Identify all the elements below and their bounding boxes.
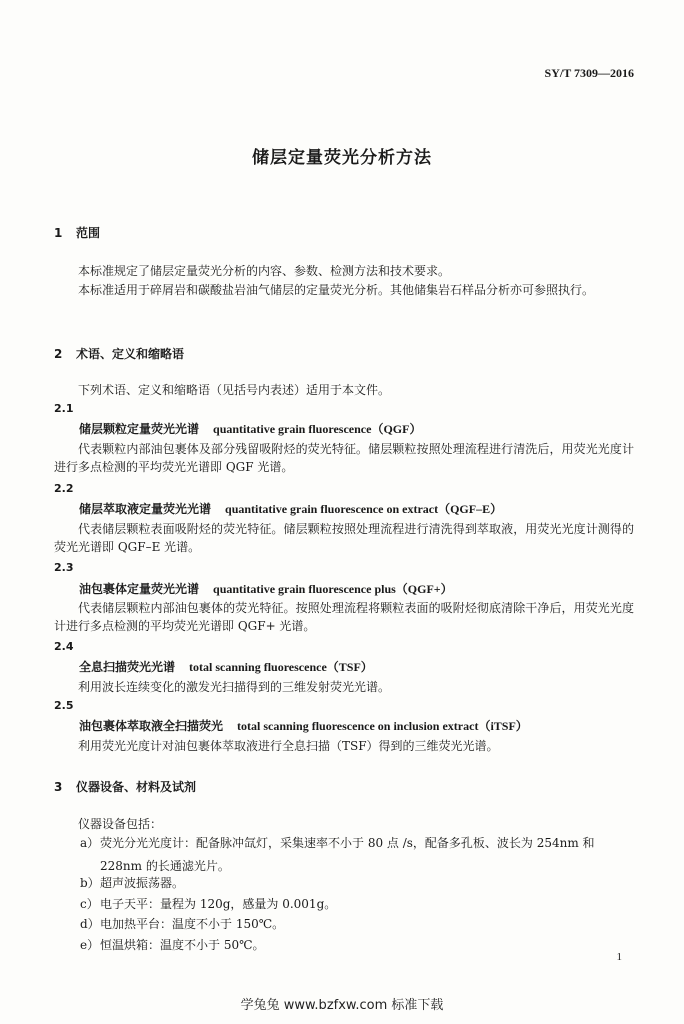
- clause-number: 2.1: [54, 402, 74, 415]
- term-definition: 利用波长连续变化的激发光扫描得到的三维发射荧光光谱。: [78, 680, 391, 694]
- clause-number: 2.5: [54, 699, 74, 712]
- section-number: 3: [54, 780, 63, 794]
- footer-watermark: 学兔兔 www.bzfxw.com 标准下载: [240, 998, 444, 1013]
- list-item: [80, 934, 634, 956]
- list-item: [80, 872, 634, 894]
- clause-number: 2.2: [54, 482, 74, 495]
- term-zh: 油包裹体定量荧光光谱: [79, 582, 200, 596]
- term-heading: [79, 658, 373, 675]
- section-title: 仪器设备、材料及试剂: [76, 780, 197, 794]
- list-text: 电加热平台：温度不小于 150℃。: [100, 917, 285, 931]
- list-marker: b）: [80, 876, 100, 890]
- term-en: total scanning fluorescence on inclusion extract（iTSF）: [237, 719, 528, 733]
- section-number: 1: [54, 226, 63, 240]
- section-2-heading: [54, 345, 184, 362]
- section-title: 范围: [76, 226, 101, 240]
- section-3-heading: [54, 778, 196, 795]
- list-item: [80, 832, 634, 854]
- list-item: [80, 893, 634, 915]
- equipment-intro: 仪器设备包括：: [78, 817, 163, 831]
- scope-paragraph-2: 本标准适用于碎屑岩和碳酸盐岩油气储层的定量荧光分析。其他储集岩石样品分析亦可参照执行。: [78, 283, 595, 297]
- term-zh: 储层颗粒定量荧光光谱: [79, 422, 200, 436]
- page-number: 1: [616, 951, 622, 963]
- section-number: 2: [54, 347, 63, 361]
- list-text: 电子天平：量程为 120g，感量为 0.001g。: [100, 897, 337, 911]
- term-zh: 油包裹体萃取液全扫描荧光: [79, 719, 224, 733]
- standard-code: SY/T 7309—2016: [544, 66, 634, 80]
- list-text: 超声波振荡器。: [100, 876, 185, 890]
- term-zh: 储层萃取液定量荧光光谱: [79, 502, 212, 516]
- term-en: total scanning fluorescence（TSF）: [189, 660, 373, 674]
- term-definition: 代表颗粒内部油包裹体及部分残留吸附烃的荧光特征。储层颗粒按照处理流程进行清洗后，用荧光光度计进行多点检测的平均荧光光谱即 QGF 光谱。: [54, 442, 634, 474]
- term-definition: 代表储层颗粒内部油包裹体的荧光特征。按照处理流程将颗粒表面的吸附烃彻底清除干净后，用荧光光度计进行多点检测的平均荧光光谱即 QGF+ 光谱。: [54, 601, 634, 633]
- list-item-continuation: 228nm 的长通滤光片。: [100, 859, 230, 873]
- clause-number: 2.3: [54, 561, 74, 574]
- section-1-heading: [54, 224, 100, 241]
- list-text: 荧光分光光度计：配备脉冲氙灯，采集速率不小于 80 点 /s，配备多孔板、波长为 254nm 和: [100, 836, 595, 850]
- scope-paragraph-1: 本标准规定了储层定量荧光分析的内容、参数、检测方法和技术要求。: [78, 264, 451, 278]
- term-heading: [79, 580, 453, 597]
- clause-number: 2.4: [54, 640, 74, 653]
- document-title: 储层定量荧光分析方法: [252, 148, 432, 168]
- terms-intro: 下列术语、定义和缩略语（见括号内表述）适用于本文件。: [78, 383, 391, 397]
- term-heading: [79, 420, 421, 437]
- term-definition: 利用荧光光度计对油包裹体萃取液进行全息扫描（TSF）得到的三维荧光光谱。: [78, 739, 499, 753]
- term-zh: 全息扫描荧光光谱: [79, 660, 176, 674]
- term-definition: 代表储层颗粒表面吸附烃的荧光特征。储层颗粒按照处理流程进行清洗得到萃取液，用荧光光度计测得的荧光光谱即 QGF–E 光谱。: [54, 522, 634, 554]
- term-heading: [79, 717, 528, 734]
- list-marker: e）: [80, 938, 100, 952]
- term-heading: [79, 500, 502, 517]
- list-marker: d）: [80, 917, 100, 931]
- section-title: 术语、定义和缩略语: [76, 347, 185, 361]
- term-en: quantitative grain fluorescence（QGF）: [213, 422, 422, 436]
- list-marker: c）: [80, 897, 99, 911]
- list-marker: a）: [80, 836, 100, 850]
- term-en: quantitative grain fluorescence on extract（QGF–E）: [225, 502, 503, 516]
- list-text: 恒温烘箱：温度不小于 50℃。: [100, 938, 265, 952]
- term-en: quantitative grain fluorescence plus（QGF+）: [213, 582, 453, 596]
- list-item: [80, 913, 634, 935]
